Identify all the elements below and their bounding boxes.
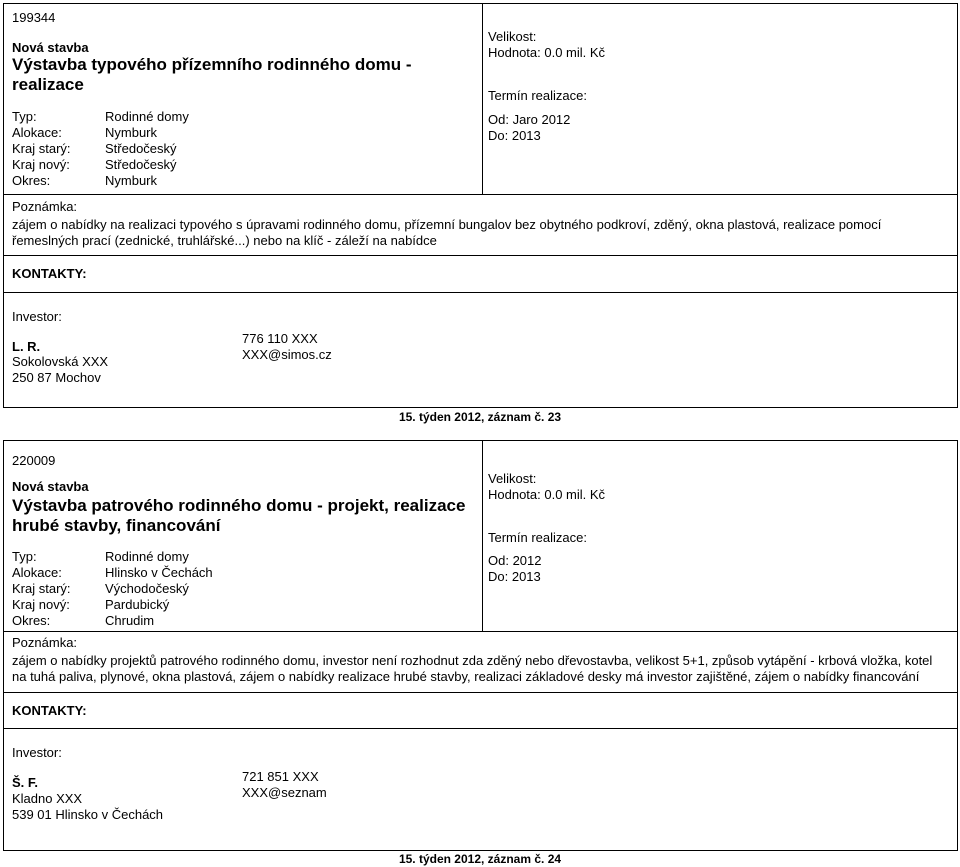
investor-name: Š. F. (12, 775, 39, 790)
value-kraj-stary: Východočeský (105, 581, 189, 596)
value-do: Do: 2013 (488, 128, 541, 143)
poznamka-section (4, 632, 957, 693)
record-card (3, 3, 958, 408)
record-title: Výstavba patrového rodinného domu - projekt, realizace hrubé stavby, financování (12, 496, 466, 535)
record-title: Výstavba typového přízemního rodinného domu - realizace (12, 55, 412, 94)
investor-city: 539 01 Hlinsko v Čechách (12, 807, 164, 822)
label-kontakty: KONTAKTY: (12, 266, 87, 281)
investor-phone: 776 110 XXX (242, 331, 318, 346)
record-status: Nová stavba (12, 40, 89, 55)
record-header (4, 4, 957, 195)
investor-name: L. R. (12, 339, 41, 354)
investor-city: 250 87 Mochov (12, 370, 101, 385)
value-alokace: Nymburk (105, 125, 158, 140)
value-okres: Nymburk (105, 173, 158, 188)
value-od: Od: 2012 (488, 553, 542, 568)
value-alokace: Hlinsko v Čechách (105, 565, 213, 580)
record-status: Nová stavba (12, 479, 89, 494)
label-investor: Investor: (12, 309, 62, 324)
label-investor: Investor: (12, 745, 62, 760)
label-termin: Termín realizace: (488, 530, 587, 545)
kontakty-section (4, 693, 957, 729)
label-typ: Typ: (12, 549, 37, 564)
value-typ: Rodinné domy (105, 109, 189, 124)
label-velikost: Velikost: (488, 29, 537, 44)
value-od: Od: Jaro 2012 (488, 112, 571, 127)
label-kraj-stary: Kraj starý: (12, 581, 71, 596)
investor-street: Sokolovská XXX (12, 354, 109, 369)
poznamka-text: zájem o nabídky na realizaci typového s úpravami rodinného domu, přízemní bungalov bez obytného podkroví, zděný, okna plastová, realizace pomocí řemeslných prací (zednické, truhlářské...) nebo na klíč - záleží na nabídce (12, 217, 882, 248)
record-footer: 15. týden 2012, záznam č. 23 (398, 410, 562, 424)
label-typ: Typ: (12, 109, 37, 124)
value-typ: Rodinné domy (105, 549, 189, 564)
record-info-column (4, 4, 483, 194)
poznamka-section (4, 195, 957, 256)
record-card (3, 440, 958, 851)
value-okres: Chrudim (105, 613, 155, 628)
investor-phone: 721 851 XXX (242, 769, 319, 784)
value-do: Do: 2013 (488, 569, 541, 584)
label-kraj-novy: Kraj nový: (12, 597, 70, 612)
record-id: 199344 (12, 10, 56, 25)
label-alokace: Alokace: (12, 565, 62, 580)
poznamka-text: zájem o nabídky projektů patrového rodinného domu, investor není rozhodnut zda zděný nebo dřevostavba, velikost 5+1, způsob vytápění - krbová vložka, kotel na tuhá paliva, plynové, okna plastová, zájem o nabídky realizace hrubé stavby, realizaci základové desky má investor zajištěné, zájem o nabídky financování (12, 653, 933, 684)
value-hodnota: Hodnota: 0.0 mil. Kč (488, 487, 606, 502)
investor-section (4, 293, 957, 410)
label-okres: Okres: (12, 613, 51, 628)
label-alokace: Alokace: (12, 125, 62, 140)
value-hodnota: Hodnota: 0.0 mil. Kč (488, 45, 606, 60)
label-kontakty: KONTAKTY: (12, 703, 87, 718)
record-header (4, 441, 957, 632)
record-id: 220009 (12, 453, 56, 468)
investor-email: XXX@simos.cz (242, 347, 332, 362)
label-poznamka: Poznámka: (12, 635, 78, 650)
label-poznamka: Poznámka: (12, 199, 78, 214)
investor-email: XXX@seznam (242, 785, 327, 800)
value-kraj-novy: Pardubický (105, 597, 170, 612)
label-okres: Okres: (12, 173, 51, 188)
record-info-column (4, 441, 483, 631)
label-velikost: Velikost: (488, 471, 537, 486)
value-kraj-stary: Středočeský (105, 141, 177, 156)
investor-street: Kladno XXX (12, 791, 83, 806)
record-footer: 15. týden 2012, záznam č. 24 (398, 852, 562, 866)
investor-section (4, 729, 957, 849)
kontakty-section (4, 256, 957, 293)
label-kraj-stary: Kraj starý: (12, 141, 71, 156)
value-kraj-novy: Středočeský (105, 157, 177, 172)
label-termin: Termín realizace: (488, 88, 587, 103)
label-kraj-novy: Kraj nový: (12, 157, 70, 172)
